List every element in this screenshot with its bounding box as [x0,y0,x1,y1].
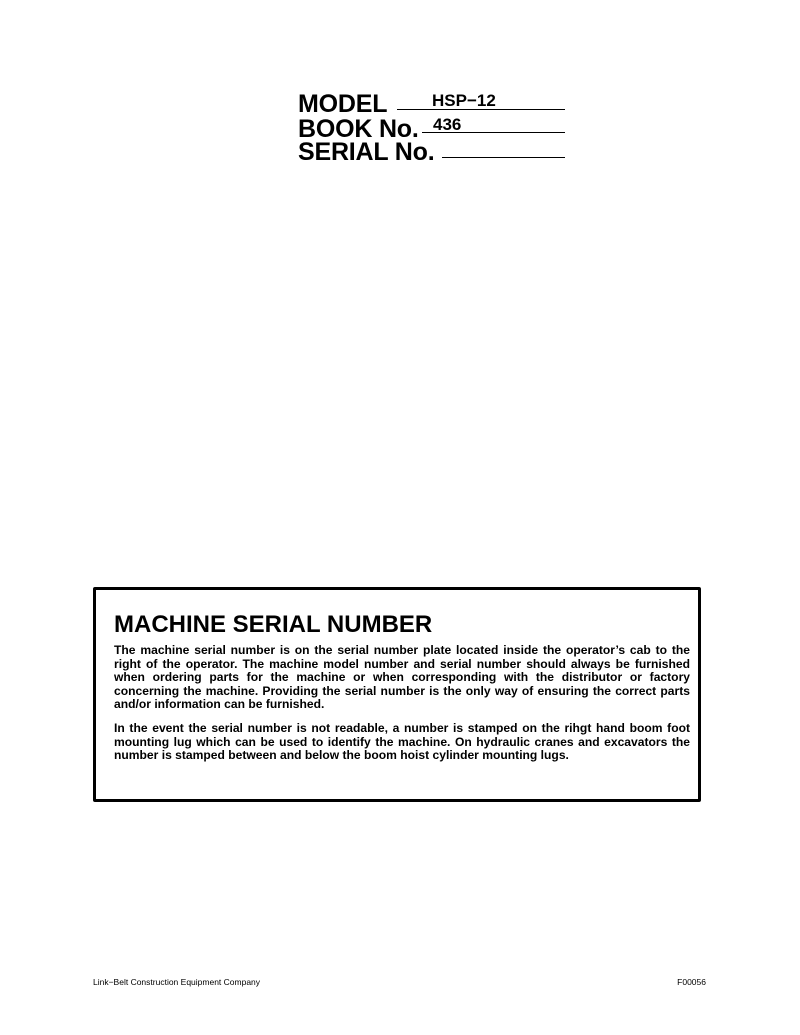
serial-number-field [298,138,568,166]
serial-number-notice-box [93,587,701,802]
model-label: MODEL [298,90,388,118]
model-value: HSP−12 [432,91,496,110]
model-field [298,90,568,118]
notice-paragraph-1: The machine serial number is on the serial number plate located inside the operator’s cab to the right of the operator. The machine model number and serial number should always be furnished when ordering parts for the machine or when corresponding with the distributor or factory concerning the machine. Providing the serial number is the only way of ensuring the correct parts and/or information can be furnished. [114,643,690,711]
footer-code: F00056 [677,977,706,987]
serial-number-label: SERIAL No. [298,138,435,166]
notice-title: MACHINE SERIAL NUMBER [114,611,433,638]
book-number-value: 436 [433,115,462,134]
footer-company: Link−Belt Construction Equipment Company [93,977,261,987]
book-number-label: BOOK No. [298,115,419,143]
notice-paragraph-2: In the event the serial number is not readable, a number is stamped on the rihgt hand boom foot mounting lug which can be used to identify the machine. On hydraulic cranes and excavators the number is stamped between and below the boom hoist cylinder mounting lugs. [114,721,690,762]
serial-number-underline [442,157,565,158]
